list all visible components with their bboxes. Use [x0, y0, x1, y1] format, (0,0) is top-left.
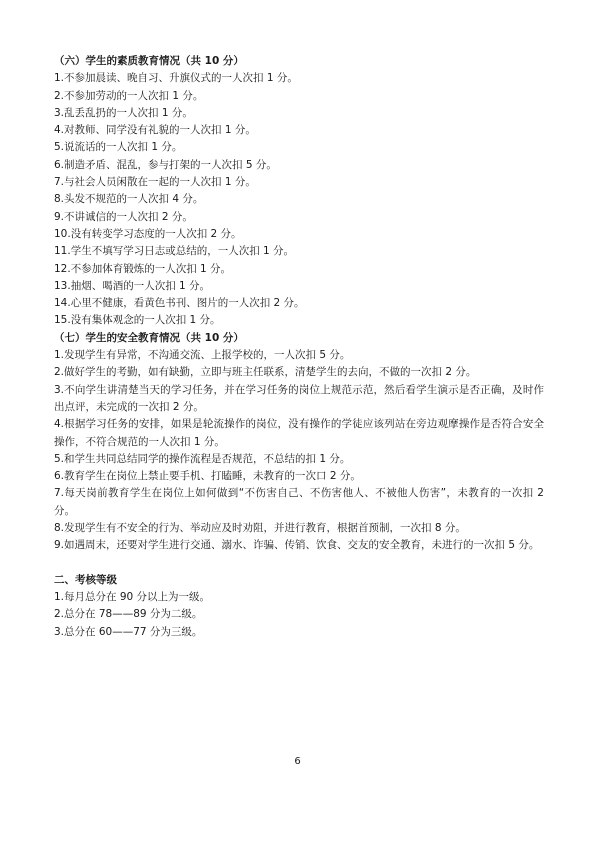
list-item: 7.与社会人员闲散在一起的一人次扣 1 分。	[54, 176, 256, 189]
list-item: 9.不讲诚信的一人次扣 2 分。	[54, 210, 193, 223]
list-item: 10.没有转变学习态度的一人次扣 2 分。	[54, 227, 242, 240]
list-item: 8.头发不规范的一人次扣 4 分。	[54, 193, 204, 206]
list-item: 6.教育学生在岗位上禁止要手机、打瞌睡，未教育的一次口 2 分。	[54, 470, 361, 483]
list-item: 2.总分在 78——89 分为二级。	[54, 608, 203, 621]
list-item: 1.每月总分在 90 分以上为一级。	[54, 590, 211, 603]
list-item: 7.每天岗前教育学生在岗位上如何做到“不伤害自己、不伤害他人、不被他人伤害”，未教育的一次扣 2 分。	[54, 487, 544, 517]
list-item: 6.制造矛盾、混乱，参与打架的一人次扣 5 分。	[54, 158, 277, 171]
section-heading-assessment-grade: 二、考核等级	[54, 573, 117, 586]
list-item: 15.没有集体观念的一人次扣 1 分。	[54, 314, 221, 327]
list-item: 3.不向学生讲清楚当天的学习任务，并在学习任务的岗位上规范示范，然后看学生演示是否正确，及时作出点评，未完成的一次扣 2 分。	[54, 383, 544, 413]
list-item: 1.发现学生有异常，不沟通交流、上报学校的，一人次扣 5 分。	[54, 349, 351, 362]
list-item: 8.发现学生有不安全的行为、举动应及时劝阻，并进行教育，根据首预制，一次扣 8 分。	[54, 522, 466, 535]
section-heading-quality-education: （六）学生的素质教育情况（共 10 分）	[54, 55, 244, 67]
page-content	[54, 53, 544, 641]
list-item: 12.不参加体育锻炼的一人次扣 1 分。	[54, 262, 232, 275]
list-item: 1.不参加晨读、晚自习、升旗仪式的一人次扣 1 分。	[54, 72, 298, 85]
list-item: 14.心里不健康，看黄色书刊、图片的一人次扣 2 分。	[54, 297, 305, 310]
list-item: 4.根据学习任务的安排，如果是轮流操作的岗位，没有操作的学徒应该列站在旁边观摩操作是否符合安全操作，不符合规范的一人次扣 1 分。	[54, 418, 544, 448]
section-heading-safety-education: （七）学生的安全教育情况（共 10 分）	[54, 331, 244, 344]
list-item: 5.说流话的一人次扣 1 分。	[54, 141, 183, 154]
list-item: 13.抽烟、喝酒的一人次扣 1 分。	[54, 279, 211, 292]
page-number: 6	[294, 756, 301, 767]
list-item: 2.不参加劳动的一人次扣 1 分。	[54, 89, 204, 102]
list-item: 4.对教师、同学没有礼貌的一人次扣 1 分。	[54, 124, 256, 137]
list-item: 11.学生不填写学习日志或总结的，一人次扣 1 分。	[54, 245, 295, 258]
list-item: 2.做好学生的考勤，如有缺勤，立即与班主任联系，清楚学生的去向，不做的一次扣 2 分。	[54, 366, 477, 379]
list-item: 9.如遇周末，还要对学生进行交通、溺水、诈骗、传销、饮食、交友的安全教育，未进行的一次扣 5 分。	[54, 539, 540, 552]
list-item: 3.乱丢乱扔的一人次扣 1 分。	[54, 106, 193, 119]
list-item: 3.总分在 60——77 分为三级。	[54, 625, 203, 638]
list-item: 5.和学生共同总结同学的操作流程是否规范，不总结的扣 1 分。	[54, 452, 351, 465]
section-spacer	[54, 555, 544, 572]
